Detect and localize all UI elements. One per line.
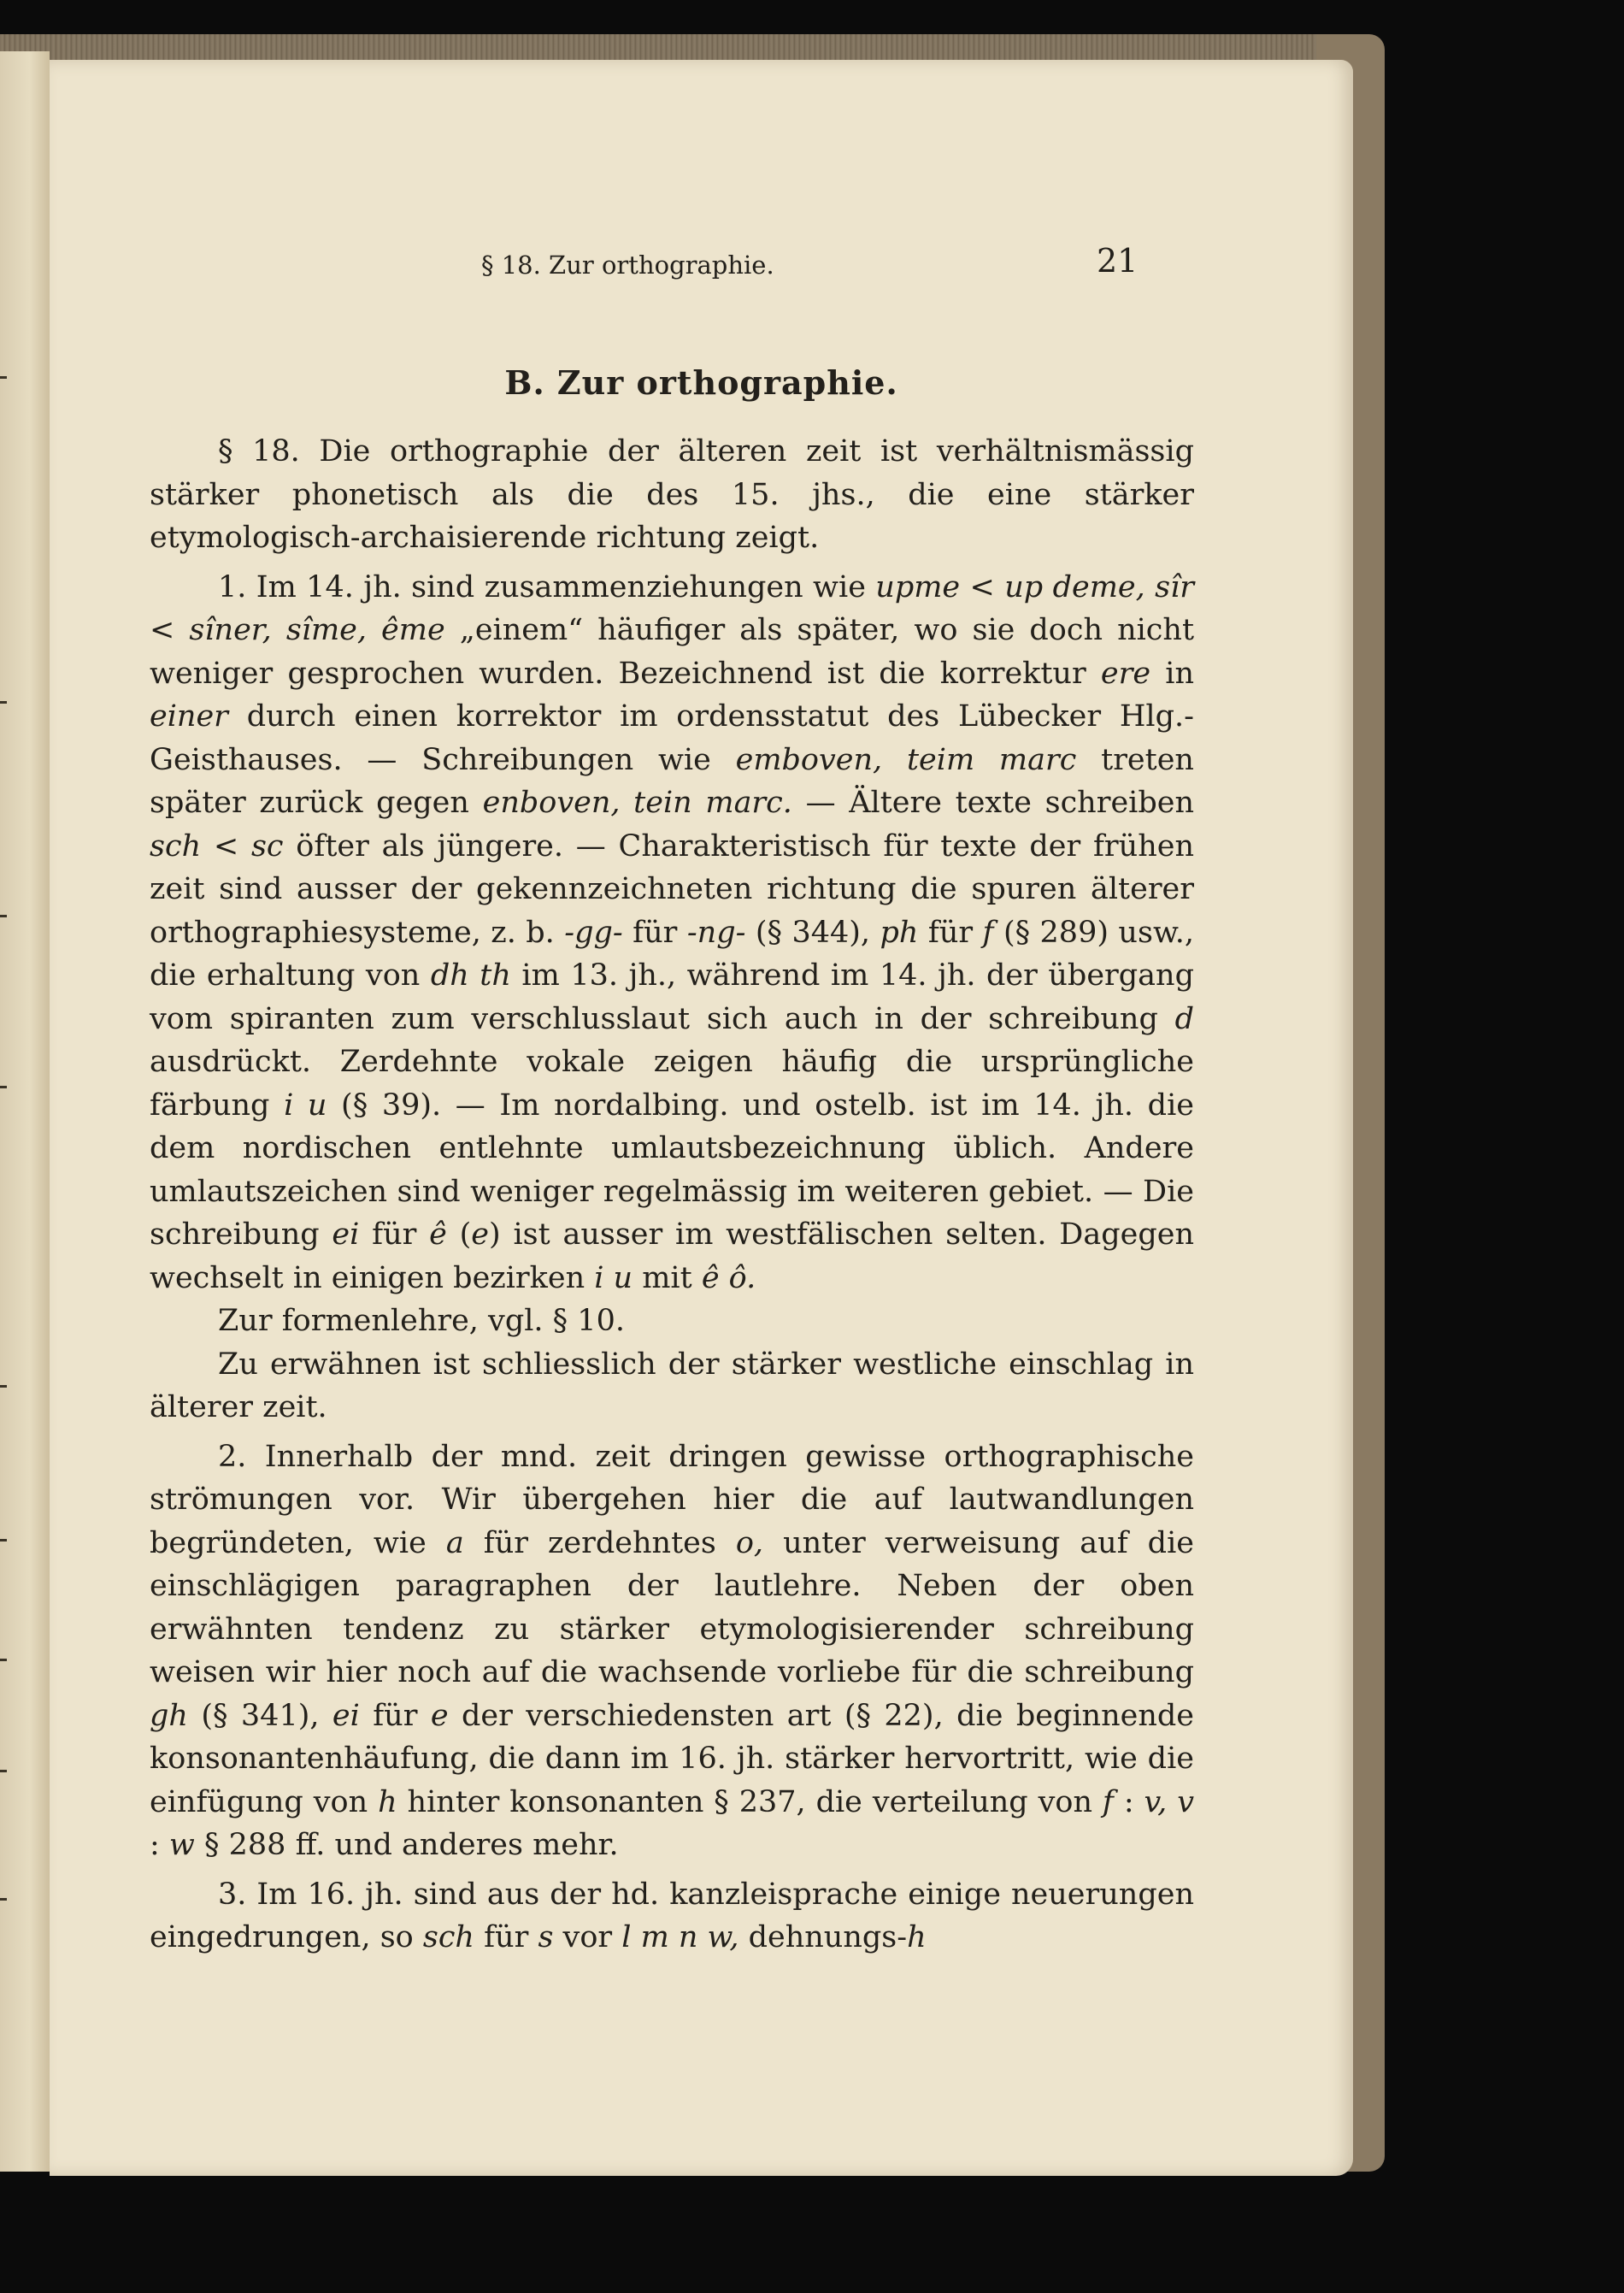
- print-mark: [0, 1659, 7, 1661]
- paragraph-formenlehre: Zur formenlehre, vgl. § 10.: [218, 1304, 625, 1338]
- body-text: [150, 430, 1194, 1960]
- running-head: [50, 235, 1353, 286]
- paragraph-point-2: 2. Innerhalb der mnd. zeit dringen gewisse orthographische strömungen vor. Wir übergehen hier die auf lautwandlungen begründeten, wie a für zerdehntes o, unter verweisung auf die einschlägigen paragraphen der lautlehre. Neben der oben erwähnten tendenz zu stärker etymologisierender schreibung weisen wir hier noch auf die wachsende vorliebe für die schreibung gh (§ 341), ei für e der verschiedensten art (§ 22), die beginnende konsonantenhäufung, die dann im 16. jh. stärker hervortritt, wie die einfügung von h hinter konsonanten § 237, die verteilung von f : v, v : w § 288 ff. und anderes mehr.: [150, 1439, 1194, 1862]
- section-heading: B. Zur orthographie.: [504, 363, 898, 402]
- page-number: 21: [1097, 242, 1139, 280]
- print-mark: [0, 1898, 7, 1901]
- book-binding-edge: [0, 34, 1368, 63]
- print-mark: [0, 1385, 7, 1388]
- print-mark: [0, 915, 7, 917]
- paragraph-18: § 18. Die orthographie der älteren zeit ist verhältnismässig stärker phonetisch als die des 15. jhs., die eine stärker etymologisch-archaisierende richtung zeigt.: [150, 434, 1194, 555]
- paragraph-point-1: 1. Im 14. jh. sind zusammenziehungen wie upme < up deme, sîr < sîner, sîme, ême „einem“ häufiger als später, wo sie doch nicht weniger gesprochen wurden. Bezeichnend ist die korrektur ere in einer durch einen korrektor im ordensstatut des Lübecker Hlg.-Geisthauses. — Schreibungen wie emboven, teim marc treten später zurück gegen enboven, tein marc. — Ältere texte schreiben sch < sc öfter als jüngere. — Charakteristisch für texte der frühen zeit sind ausser der gekennzeichneten richtung die spuren älterer orthographiesysteme, z. b. -gg- für -ng- (§ 344), ph für f (§ 289) usw., die erhaltung von dh th im 13. jh., während im 14. jh. der übergang vom spiranten zum verschlusslaut sich auch in der schreibung d ausdrückt. Zerdehnte vokale zeigen häufig die ursprüngliche färbung i u (§ 39). — Im nordalbing. und ostelb. ist im 14. jh. die dem nordischen entlehnte umlautsbezeichnung üblich. Andere umlautszeichen sind weniger regelmässig im weiteren gebiet. — Die schreibung ei für ê (e) ist ausser im westfälischen selten. Dagegen wechselt in einigen bezirken i u mit ê ô.: [150, 569, 1195, 1295]
- paragraph-westlicher-einschlag: Zu erwähnen ist schliesslich der stärker westliche einschlag in älterer zeit.: [150, 1347, 1194, 1424]
- book-page: [50, 60, 1353, 2176]
- paragraph-point-3: 3. Im 16. jh. sind aus der hd. kanzleisprache einige neuerungen eingedrungen, so sch für s vor l m n w, dehnungs-h: [150, 1877, 1194, 1954]
- print-mark: [0, 701, 7, 704]
- previous-page-edge: [0, 51, 50, 2172]
- running-head-title: § 18. Zur orthographie.: [481, 251, 774, 280]
- print-mark: [0, 1086, 7, 1088]
- print-mark: [0, 1539, 7, 1541]
- print-mark: [0, 376, 7, 379]
- print-mark: [0, 1770, 7, 1772]
